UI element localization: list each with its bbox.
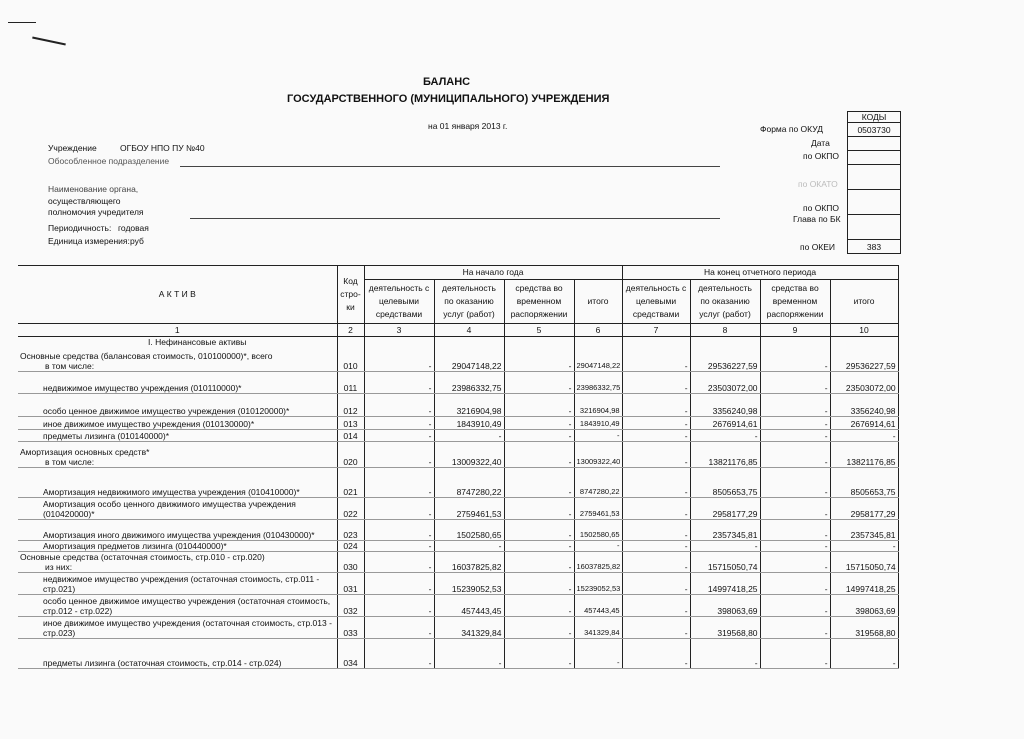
cell-c9: -: [760, 416, 830, 429]
row-code: 032: [337, 594, 364, 616]
row-code: 022: [337, 497, 364, 519]
row-label-text: Амортизация особо ценного движимого имущества учреждения (010420000)*: [43, 498, 296, 519]
table-row: [18, 393, 898, 416]
cell-c5: -: [504, 551, 574, 572]
cell-c5: -: [504, 616, 574, 638]
table-row: [18, 519, 898, 540]
okpo2-label: по ОКПО: [803, 203, 839, 213]
row-sublabel: в том числе:: [45, 456, 95, 467]
okato-label: по ОКАТО: [798, 179, 838, 189]
row-label-text: Амортизация основных средств*: [20, 446, 150, 457]
cell-c8: 29536227,59: [690, 347, 760, 371]
cell-c8: -: [690, 429, 760, 441]
row-label-text: Основные средства (балансовая стоимость, 010100000)*, всего: [20, 350, 273, 361]
column-number: 9: [760, 324, 830, 337]
cell-c10: 2958177,29: [830, 497, 898, 519]
cell-c3: -: [364, 416, 434, 429]
cell-c7: -: [622, 441, 690, 467]
row-label: [18, 638, 337, 668]
cell-c5: -: [504, 497, 574, 519]
row-label-text: иное движимое имущество учреждения (остаточная стоимость, стр.013 - стр.023): [43, 617, 332, 638]
column-number: 1: [18, 324, 337, 337]
cell-c5: -: [504, 416, 574, 429]
cell-c10: 2357345,81: [830, 519, 898, 540]
periodicity-value: годовая: [118, 223, 149, 233]
table-row: [18, 540, 898, 551]
cell-c4: 457443,45: [434, 594, 504, 616]
cell-c5: -: [504, 347, 574, 371]
cell-c4: 341329,84: [434, 616, 504, 638]
row-code: 020: [337, 441, 364, 467]
cell-c8: 2676914,61: [690, 416, 760, 429]
row-code: 030: [337, 551, 364, 572]
date-label: Дата: [811, 138, 830, 148]
cell-c9: -: [760, 371, 830, 393]
cell-c4: 8747280,22: [434, 467, 504, 497]
row-code: 011: [337, 371, 364, 393]
cell-c4: 1502580,65: [434, 519, 504, 540]
cell-c8: 8505653,75: [690, 467, 760, 497]
cell-c3: -: [364, 638, 434, 668]
cell-c5: -: [504, 429, 574, 441]
cell-c7: -: [622, 371, 690, 393]
cell-c8: 2958177,29: [690, 497, 760, 519]
okato-value: [848, 165, 901, 190]
row-label: [18, 497, 337, 519]
cell-c3: -: [364, 371, 434, 393]
row-sublabel: из них:: [45, 561, 73, 572]
row-label-text: предметы лизинга (остаточная стоимость, стр.014 - стр.024): [43, 657, 282, 668]
cell-c3: -: [364, 467, 434, 497]
cell-c8: 14997418,25: [690, 572, 760, 594]
cell-c7: -: [622, 519, 690, 540]
cell-c5: -: [504, 638, 574, 668]
row-code: 023: [337, 519, 364, 540]
cell-c6: 457443,45: [574, 594, 622, 616]
institution-label: Учреждение: [48, 143, 97, 153]
row-label-text: Амортизация недвижимого имущества учреждения (010410000)*: [43, 486, 300, 497]
cell-c6: 29047148,22: [574, 347, 622, 371]
column-number: 2: [337, 324, 364, 337]
okud-label: Форма по ОКУД: [760, 124, 823, 134]
doc-subtitle: ГОСУДАРСТВЕННОГО (МУНИЦИПАЛЬНОГО) УЧРЕЖДЕНИЯ: [287, 93, 610, 105]
cell-c3: -: [364, 572, 434, 594]
organ-line: [190, 218, 720, 219]
cell-c6: 13009322,40: [574, 441, 622, 467]
cell-c6: 1502580,65: [574, 519, 622, 540]
cell-c4: 2759461,53: [434, 497, 504, 519]
row-code: 024: [337, 540, 364, 551]
cell-c4: -: [434, 429, 504, 441]
cell-c3: -: [364, 519, 434, 540]
row-label: [18, 594, 337, 616]
cell-c10: 14997418,25: [830, 572, 898, 594]
cell-c9: -: [760, 497, 830, 519]
sub-total-end: итого: [830, 280, 898, 324]
cell-c5: -: [504, 371, 574, 393]
column-numbers-row: [18, 324, 898, 337]
row-label-text: Основные средства (остаточная стоимость, стр.010 - стр.020): [20, 551, 265, 562]
cell-c6: 23986332,75: [574, 371, 622, 393]
cell-c4: 29047148,22: [434, 347, 504, 371]
cell-c8: -: [690, 540, 760, 551]
row-label: [18, 616, 337, 638]
cell-c7: -: [622, 551, 690, 572]
unit-label: Единица измерения:: [48, 236, 130, 246]
row-label: [18, 393, 337, 416]
okei-value: 383: [848, 240, 901, 254]
cell-c9: -: [760, 347, 830, 371]
cell-c3: -: [364, 540, 434, 551]
table-row: [18, 638, 898, 668]
cell-c9: -: [760, 551, 830, 572]
row-label-text: недвижимое имущество учреждения (010110000)*: [43, 382, 242, 393]
cell-c8: 2357345,81: [690, 519, 760, 540]
cell-c6: 16037825,82: [574, 551, 622, 572]
row-code: 021: [337, 467, 364, 497]
row-label-text: иное движимое имущество учреждения (010130000)*: [43, 418, 255, 429]
cell-c9: -: [760, 594, 830, 616]
cell-c9: -: [760, 393, 830, 416]
row-code: 034: [337, 638, 364, 668]
doc-title: БАЛАНС: [423, 76, 471, 88]
cell-c10: -: [830, 540, 898, 551]
cell-c6: -: [574, 638, 622, 668]
organ-label-2: осуществляющего: [48, 196, 121, 206]
date-value: [848, 137, 901, 151]
cell-c9: -: [760, 429, 830, 441]
cell-c9: -: [760, 638, 830, 668]
cell-c7: -: [622, 429, 690, 441]
cell-c9: -: [760, 616, 830, 638]
row-label: [18, 540, 337, 551]
okpo2-value: [848, 190, 901, 215]
cell-c10: 3356240,98: [830, 393, 898, 416]
table-row: [18, 347, 898, 371]
cell-c4: 15239052,53: [434, 572, 504, 594]
table-row: [18, 497, 898, 519]
cell-c10: 2676914,61: [830, 416, 898, 429]
row-code: 033: [337, 616, 364, 638]
cell-c9: -: [760, 467, 830, 497]
cell-c4: 3216904,98: [434, 393, 504, 416]
sub-total-start: итого: [574, 280, 622, 324]
column-number: 6: [574, 324, 622, 337]
sub-targeted-end: деятельность с целевыми средствами: [622, 280, 690, 324]
cell-c10: 319568,80: [830, 616, 898, 638]
cell-c7: -: [622, 347, 690, 371]
subdivision-label: Обособленное подразделение: [48, 156, 170, 166]
column-number: 3: [364, 324, 434, 337]
cell-c10: 8505653,75: [830, 467, 898, 497]
periodicity-label: Периодичность:: [48, 223, 112, 233]
cell-c10: 23503072,00: [830, 371, 898, 393]
cell-c6: 8747280,22: [574, 467, 622, 497]
col-aktiv-header: А К Т И В: [18, 266, 337, 324]
row-label: [18, 572, 337, 594]
row-label-text: особо ценное движимое имущество учреждения (остаточная стоимость, стр.012 - стр.022): [43, 595, 331, 616]
cell-c6: 2759461,53: [574, 497, 622, 519]
table-row: [18, 416, 898, 429]
table-row: [18, 616, 898, 638]
cell-c8: 3356240,98: [690, 393, 760, 416]
codes-box: [847, 111, 901, 254]
cell-c7: -: [622, 497, 690, 519]
row-label: [18, 371, 337, 393]
cell-c10: 15715050,74: [830, 551, 898, 572]
cell-c8: 15715050,74: [690, 551, 760, 572]
cell-c4: -: [434, 540, 504, 551]
row-label-text: Амортизация предметов лизинга (010440000)*: [43, 540, 227, 551]
cell-c7: -: [622, 616, 690, 638]
cell-c4: 16037825,82: [434, 551, 504, 572]
sub-temporary-end: средства во временном распоряжении: [760, 280, 830, 324]
subdivision-line: [180, 166, 720, 167]
cell-c5: -: [504, 519, 574, 540]
cell-c7: -: [622, 467, 690, 497]
scan-mark: [8, 22, 36, 23]
balance-rows: [18, 347, 898, 668]
organ-label-3: полномочия учредителя: [48, 207, 144, 217]
cell-c3: -: [364, 551, 434, 572]
cell-c3: -: [364, 393, 434, 416]
cell-c6: 15239052,53: [574, 572, 622, 594]
cell-c8: 398063,69: [690, 594, 760, 616]
column-number: 7: [622, 324, 690, 337]
cell-c8: -: [690, 638, 760, 668]
row-code: 012: [337, 393, 364, 416]
group-start-header: На начало года: [364, 266, 622, 280]
row-label-text: особо ценное движимое имущество учреждения (010120000)*: [43, 405, 290, 416]
institution-name: ОГБОУ НПО ПУ №40: [120, 143, 205, 153]
glava-label: Глава по БК: [793, 214, 841, 224]
cell-c10: -: [830, 429, 898, 441]
organ-label-1: Наименование органа,: [48, 184, 139, 194]
column-number: 10: [830, 324, 898, 337]
row-label: [18, 416, 337, 429]
cell-c10: 29536227,59: [830, 347, 898, 371]
sub-services-end: деятельность по оказанию услуг (работ): [690, 280, 760, 324]
report-date: на 01 января 2013 г.: [428, 121, 508, 131]
sub-services-start: деятельность по оказанию услуг (работ): [434, 280, 504, 324]
row-code: 031: [337, 572, 364, 594]
cell-c7: -: [622, 416, 690, 429]
okei-label: по ОКЕИ: [800, 242, 836, 252]
cell-c9: -: [760, 519, 830, 540]
okud-value: 0503730: [848, 123, 901, 137]
table-row: [18, 594, 898, 616]
cell-c3: -: [364, 429, 434, 441]
cell-c3: -: [364, 497, 434, 519]
cell-c6: -: [574, 540, 622, 551]
cell-c4: 13009322,40: [434, 441, 504, 467]
cell-c4: 23986332,75: [434, 371, 504, 393]
row-label: [18, 551, 337, 572]
col-code-header: Код стро-ки: [337, 266, 364, 324]
section-title: I. Нефинансовые активы: [18, 337, 337, 348]
row-label: [18, 467, 337, 497]
table-row: [18, 371, 898, 393]
cell-c9: -: [760, 441, 830, 467]
row-code: 014: [337, 429, 364, 441]
unit-value: руб: [130, 236, 144, 246]
cell-c4: 1843910,49: [434, 416, 504, 429]
sub-targeted-start: деятельность с целевыми средствами: [364, 280, 434, 324]
table-row: [18, 572, 898, 594]
row-label: [18, 429, 337, 441]
cell-c3: -: [364, 616, 434, 638]
cell-c5: -: [504, 441, 574, 467]
cell-c7: -: [622, 638, 690, 668]
balance-table: [18, 265, 899, 669]
cell-c6: 341329,84: [574, 616, 622, 638]
cell-c8: 13821176,85: [690, 441, 760, 467]
sub-temporary-start: средства во временном распоряжении: [504, 280, 574, 324]
row-label-text: предметы лизинга (010140000)*: [43, 430, 170, 441]
cell-c7: -: [622, 393, 690, 416]
column-number: 5: [504, 324, 574, 337]
row-sublabel: в том числе:: [45, 360, 95, 371]
row-label: [18, 347, 337, 371]
cell-c5: -: [504, 467, 574, 497]
cell-c9: -: [760, 540, 830, 551]
table-row: [18, 551, 898, 572]
cell-c8: 319568,80: [690, 616, 760, 638]
column-number: 4: [434, 324, 504, 337]
cell-c10: 13821176,85: [830, 441, 898, 467]
cell-c8: 23503072,00: [690, 371, 760, 393]
table-row: [18, 429, 898, 441]
row-label: [18, 519, 337, 540]
cell-c10: 398063,69: [830, 594, 898, 616]
table-row: [18, 441, 898, 467]
column-number: 8: [690, 324, 760, 337]
row-label-text: недвижимое имущество учреждения (остаточная стоимость, стр.011 - стр.021): [43, 573, 320, 594]
cell-c10: -: [830, 638, 898, 668]
cell-c6: 1843910,49: [574, 416, 622, 429]
row-label-text: Амортизация иного движимого имущества учреждения (010430000)*: [43, 529, 315, 540]
cell-c7: -: [622, 594, 690, 616]
cell-c3: -: [364, 441, 434, 467]
cell-c9: -: [760, 572, 830, 594]
row-code: 013: [337, 416, 364, 429]
row-code: 010: [337, 347, 364, 371]
okpo-label: по ОКПО: [803, 151, 839, 161]
scan-mark: [32, 36, 66, 45]
cell-c3: -: [364, 594, 434, 616]
codes-heading: КОДЫ: [848, 112, 901, 123]
table-row: [18, 467, 898, 497]
row-label: [18, 441, 337, 467]
cell-c4: -: [434, 638, 504, 668]
cell-c7: -: [622, 540, 690, 551]
glava-value: [848, 215, 901, 240]
group-end-header: На конец отчетного периода: [622, 266, 898, 280]
okpo-value: [848, 151, 901, 165]
cell-c5: -: [504, 594, 574, 616]
cell-c6: -: [574, 429, 622, 441]
cell-c5: -: [504, 540, 574, 551]
cell-c3: -: [364, 347, 434, 371]
cell-c6: 3216904,98: [574, 393, 622, 416]
cell-c7: -: [622, 572, 690, 594]
cell-c5: -: [504, 572, 574, 594]
cell-c5: -: [504, 393, 574, 416]
